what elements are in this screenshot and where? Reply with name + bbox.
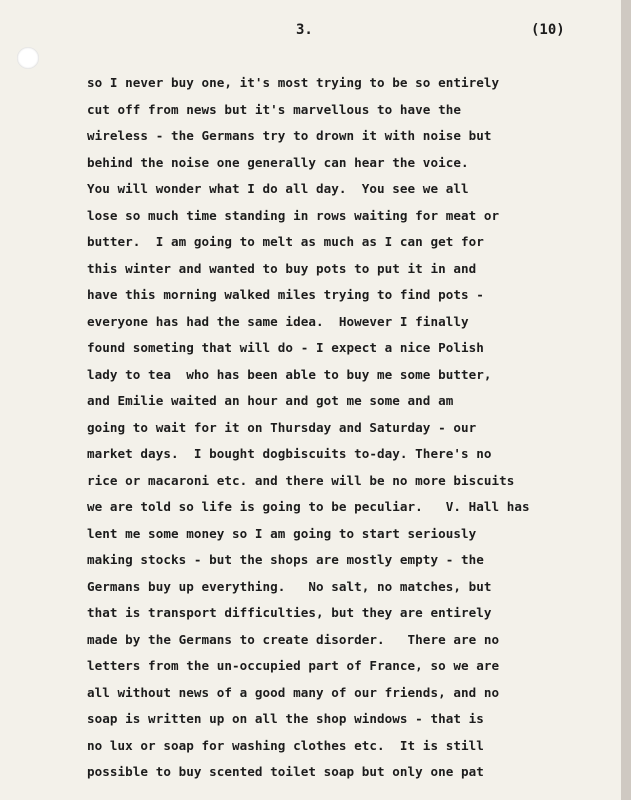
- letter-body: [87, 70, 530, 786]
- text-line: we are told so life is going to be peculiar. V. Hall has: [87, 499, 530, 514]
- text-line: soap is written up on all the shop windows - that is: [87, 711, 484, 726]
- text-line: market days. I bought dogbiscuits to-day. There's no: [87, 446, 492, 461]
- text-line: made by the Germans to create disorder. There are no: [87, 631, 500, 647]
- text-line: behind the noise one generally can hear the voice.: [87, 154, 469, 170]
- text-line: lent me some money so I am going to start seriously: [87, 525, 477, 541]
- text-line: making stocks - but the shops are mostly empty - the: [87, 552, 484, 567]
- text-line: cut off from news but it's marvellous to have the: [87, 101, 461, 117]
- text-line: lady to tea who has been able to buy me some butter,: [87, 366, 492, 382]
- text-line: You will wonder what I do all day. You see we all: [87, 181, 469, 196]
- text-line: butter. I am going to melt as much as I can get for: [87, 234, 484, 249]
- text-line: everyone has had the same idea. However I finally: [87, 313, 469, 329]
- page-number: 3.: [296, 22, 313, 38]
- text-line: letters from the un-occupied part of France, so we are: [87, 658, 500, 673]
- punch-hole: [17, 47, 39, 69]
- text-line: this winter and wanted to buy pots to put it in and: [87, 260, 477, 276]
- text-line: have this morning walked miles trying to find pots -: [87, 287, 484, 302]
- text-line: so I never buy one, it's most trying to be so entirely: [87, 75, 500, 90]
- text-line: and Emilie waited an hour and got me some and am: [87, 393, 454, 408]
- text-line: lose so much time standing in rows waiting for meat or: [87, 207, 500, 223]
- page-reference-number: (10): [531, 22, 565, 38]
- text-line: that is transport difficulties, but they are entirely: [87, 605, 492, 620]
- text-line: all without news of a good many of our friends, and no: [87, 684, 500, 700]
- text-line: no lux or soap for washing clothes etc. It is still: [87, 737, 484, 753]
- text-line: Germans buy up everything. No salt, no matches, but: [87, 578, 492, 594]
- text-line: going to wait for it on Thursday and Saturday - our: [87, 419, 477, 435]
- text-line: possible to buy scented toilet soap but only one pat: [87, 764, 484, 779]
- text-line: rice or macaroni etc. and there will be no more biscuits: [87, 472, 515, 488]
- text-line: wireless - the Germans try to drown it with noise but: [87, 128, 492, 143]
- text-line: found someting that will do - I expect a nice Polish: [87, 340, 484, 355]
